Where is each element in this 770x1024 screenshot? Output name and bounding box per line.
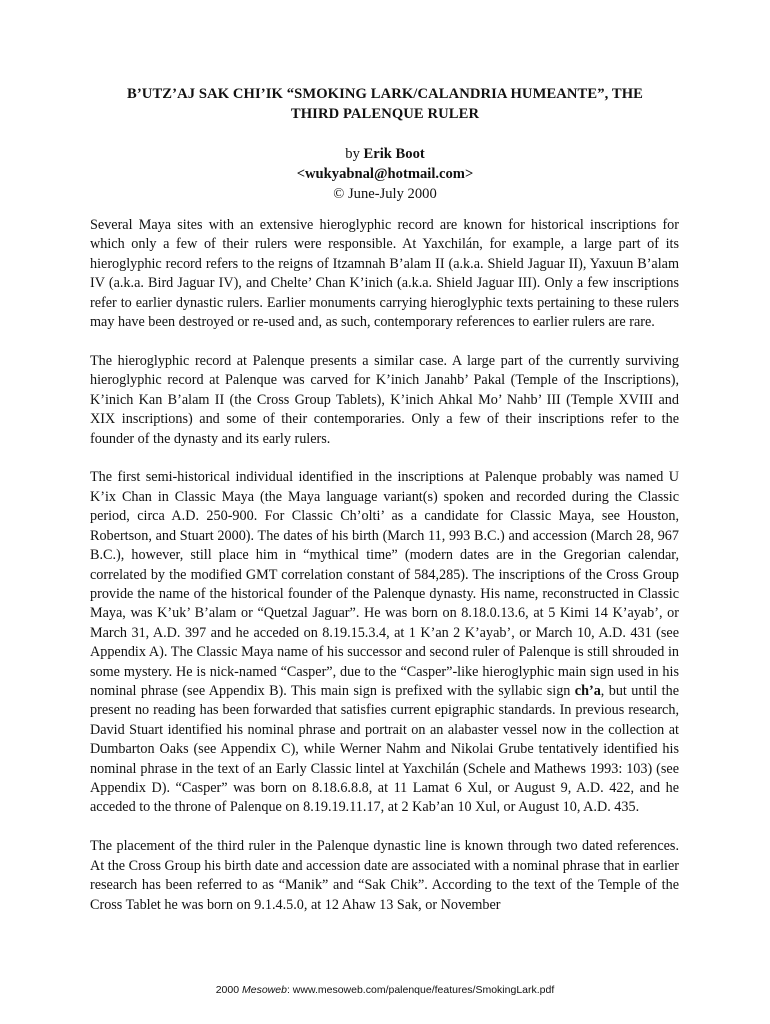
footer-publisher: Mesoweb [242,984,287,996]
footer-year: 2000 [215,984,240,996]
title-line-1: B’UTZ’AJ SAK CHI’IK “SMOKING LARK/CALANDRIA HUMEANTE”, THE [127,86,643,102]
by-label: by [345,146,360,162]
paragraph-3-part-a: The first semi-historical individual identified in the inscriptions at Palenque probably was named U K’ix Chan in Classic Maya (the Maya language variant(s) spoken and recorded during the Classic period, circa A.D. 250-900. For Classic Ch’olti’ as a candidate for Classic Maya, see Houston, Robertson, and Stuart 2000). The dates of his birth (March 11, 993 B.C.) and accession (March 28, 967 B.C.), however, still place him in “mythical time” (modern dates are in the Gregorian calendar, correlated by the modified GMT correlation constant of 584,285). The inscriptions of the Cross Group provide the name of the historical founder of the Palenque dynasty. His name, reconstructed in Classic Maya, was K’uk’ B’alam or “Quetzal Jaguar”. He was born on 8.18.0.13.6, at 5 Kimi 14 K’ayab’, or March 31, A.D. 397 and he acceded on 8.19.15.3.4, at 1 K’an 2 K’ayab’, or March 10, A.D. 431 (see Appendix A). The Classic Maya name of his successor and second ruler of Palenque is still shrouded in some mystery. He is nick-named “Casper”, due to the “Casper”-like hieroglyphic main sign used in his nominal phrase (see Appendix B). This main sign is prefixed with the syllabic sign [90,469,679,699]
author-name: Erik Boot [363,146,425,162]
article-body [90,216,679,934]
syllabic-sign: ch’a [574,682,601,699]
page-title [70,84,700,124]
paragraph-2: The hieroglyphic record at Palenque presents a similar case. A large part of the currently surviving hieroglyphic record at Palenque was carved for K’inich Janahb’ Pakal (Temple of the Inscriptions), K’inich Kan B’alam II (the Cross Group Tablets), K’inich Ahkal Mo’ Nahb’ III (Temple XVIII and XIX inscriptions) and some of their contemporaries. Only a few of their inscriptions refer to the founder of the dynasty and its early rulers. [90,352,679,447]
author-line [70,144,700,164]
title-line-2: THIRD PALENQUE RULER [290,106,480,122]
paragraph-3-part-b: , but until the present no reading has been forwarded that satisfies current epigraphic standards. In previous research, David Stuart identified his nominal phrase and portrait on an alabaster vessel now in the collection at Dumbarton Oaks (see Appendix C), while Werner Nahm and Nikolai Grube tentatively identified his nominal phrase in the text of an Early Classic lintel at Yaxchilán (Schele and Mathews 1993: 103) (see Appendix D). “Casper” was born on 8.18.6.8.8, at 11 Lamat 6 Xul, or August 9, A.D. 422, and he acceded to the throne of Palenque on 8.19.19.11.17, at 2 Kab’an 10 Xul, or August 10, A.D. 435. [90,682,679,816]
author-email: <wukyabnal@hotmail.com> [296,166,474,182]
copyright-date: © June-July 2000 [333,186,437,202]
byline [70,144,700,204]
paragraph-1: Several Maya sites with an extensive hieroglyphic record are known for historical inscriptions for which only a few of their rulers were responsible. At Yaxchilán, for example, a large part of its hieroglyphic record refers to the reigns of Itzamnah B’alam II (a.k.a. Shield Jaguar II), Yaxuun B’alam IV (a.k.a. Bird Jaguar IV), and Chelte’ Chan K’inich (a.k.a. Shield Jaguar III). Only a few inscriptions refer to earlier dynastic rulers. Earlier monuments carrying hieroglyphic texts pertaining to these rulers may have been destroyed or re-used and, as such, contemporary references to earlier rulers are rare. [90,217,679,331]
paragraph-3 [90,468,679,817]
paragraph-4: The placement of the third ruler in the Palenque dynastic line is known through two dated references. At the Cross Group his birth date and accession date are associated with a nominal phrase that in earlier research has been referred to as “Manik” and “Sak Chik”. According to the text of the Temple of the Cross Tablet he was born on 9.1.4.5.0, at 12 Ahaw 13 Sak, or November [90,838,679,913]
footer-url: : www.mesoweb.com/palenque/features/SmokingLark.pdf [286,984,555,996]
page-footer [70,983,700,997]
